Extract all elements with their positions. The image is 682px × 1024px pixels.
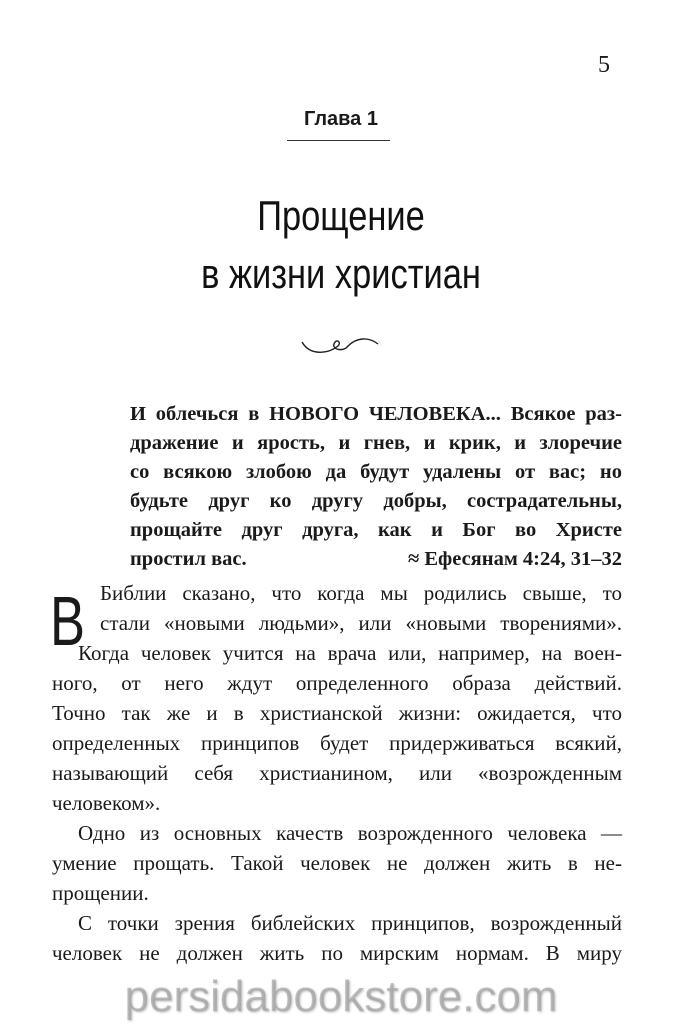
body-line: прощении.: [52, 881, 149, 905]
reference-text: Ефесянам 4:24, 31–32: [424, 548, 622, 570]
epigraph-line: И облечься в НОВОГО ЧЕЛОВЕКА... Всякое раз-: [130, 403, 622, 425]
watermark: persidabookstore.com: [124, 972, 558, 1021]
body-line: Библии сказано, что когда мы родились свыше, то: [100, 581, 622, 605]
epigraph-line: дражение и ярость, и гнев, и крик, и злоречие: [130, 432, 622, 454]
chapter-title-line-2: в жизни христиан: [201, 250, 481, 297]
body-line: Одно из основных качеств возрожденного человека —: [78, 821, 622, 845]
epigraph-line: прощайте друг друга, как и Бог во Христе: [130, 519, 622, 541]
ornament-flourish-icon: [300, 334, 380, 358]
epigraph-line: со всякою злобою да будут удалены от вас; но: [130, 461, 622, 483]
body-line: называющий себя христианином, или «возрожденным: [52, 761, 622, 785]
body-line: стали «новыми людьми», или «новыми творениями».: [100, 611, 622, 635]
chapter-label: Глава 1: [303, 108, 378, 130]
body-line: умение прощать. Такой человек не должен жить в не-: [52, 851, 622, 875]
body-line: ного, от него ждут определенного образа действий.: [52, 671, 622, 695]
body-line: С точки зрения библейских принципов, возрожденный: [78, 911, 622, 935]
body-line: человек не должен жить по мирским нормам. В миру: [52, 941, 622, 965]
chapter-title-line-1: Прощение: [257, 192, 425, 239]
epigraph-line: будьте друг ко другу добры, сострадательны,: [130, 490, 622, 512]
body-line: человеком».: [52, 791, 161, 815]
chapter-rule-divider: [287, 140, 390, 141]
body-line: Когда человек учится на врача или, например, на воен-: [78, 641, 622, 665]
body-line: определенных принципов будет придерживаться всякий,: [52, 731, 622, 755]
epigraph-reference: [408, 545, 622, 574]
wave-dash-icon: ≈: [407, 548, 425, 570]
epigraph-line: простил вас.: [130, 548, 247, 570]
body-line: Точно так же и в христианской жизни: ожидается, что: [52, 701, 622, 725]
drop-cap: В: [50, 582, 86, 660]
page-number: 5: [598, 52, 610, 78]
